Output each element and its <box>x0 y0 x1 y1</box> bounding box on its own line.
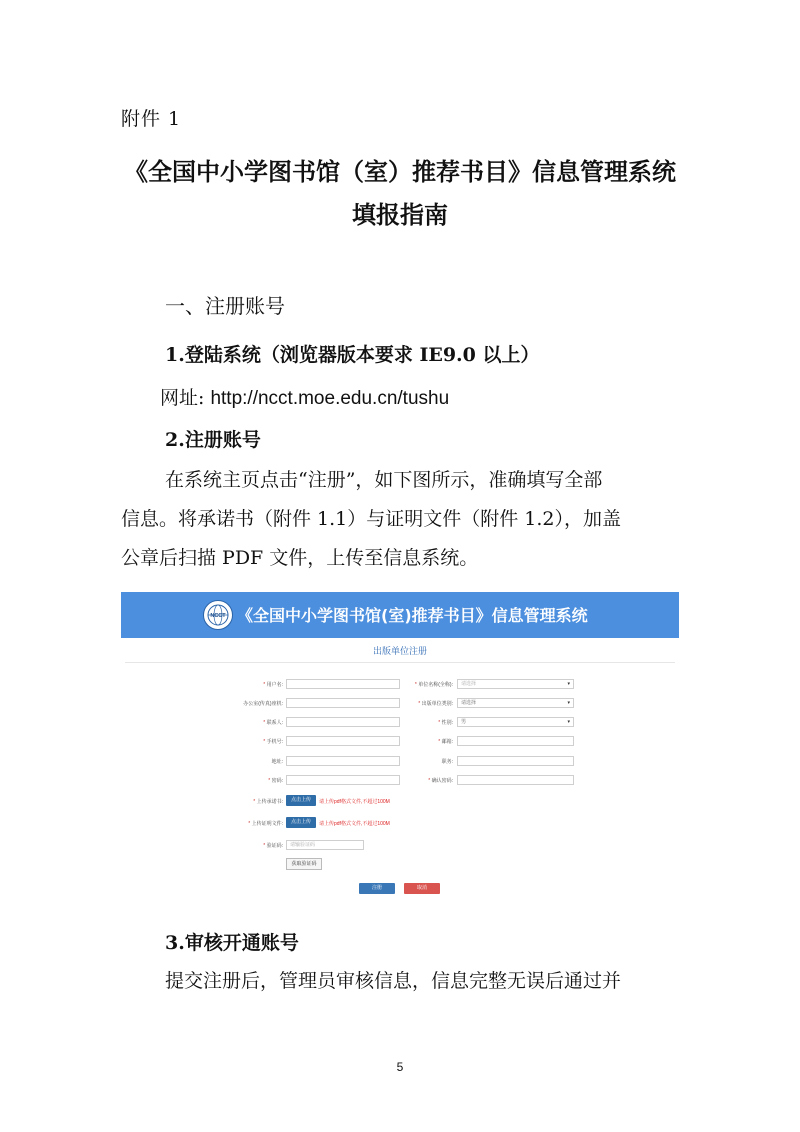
unit-type-select[interactable]: 请选择 ▾ <box>457 698 574 708</box>
instruction-paragraph <box>121 461 681 578</box>
attachment-label: 附件 1 <box>121 108 182 130</box>
divider <box>125 662 675 663</box>
field-label-gender: * 性别: <box>438 720 453 726</box>
url-link[interactable]: http://ncct.moe.edu.cn/tushu <box>210 388 450 409</box>
upload-commitment-button[interactable]: 点击上传 <box>286 795 316 806</box>
field-label-mobile: * 手机号: <box>263 739 283 745</box>
logo-text: NCCT <box>210 613 226 619</box>
unit-name-select[interactable]: 请选择 ▾ <box>457 679 574 689</box>
upload-hint: 请上传pdf格式文件,不超过100M <box>319 799 390 805</box>
document-title: 《全国中小学图书馆（室）推荐书目》信息管理系统 <box>124 158 676 186</box>
form-subtitle: 出版单位注册 <box>372 646 427 656</box>
paragraph-line: 公章后扫描 PDF 文件，上传至信息系统。 <box>121 547 479 569</box>
header-banner <box>121 592 679 638</box>
step-heading-3: 3.审核开通账号 <box>165 932 299 954</box>
get-captcha-button[interactable]: 获取验证码 <box>286 858 322 870</box>
field-label-email: * 邮箱: <box>438 739 453 745</box>
ncct-logo-icon <box>203 600 233 630</box>
field-label-upload-commitment: * 上传承诺书: <box>253 799 283 805</box>
field-label-username: * 用户名: <box>263 682 283 688</box>
paragraph-line: 提交注册后，管理员审核信息，信息完整无误后通过并 <box>165 970 622 992</box>
step-heading-1: 1.登陆系统（浏览器版本要求 IE9.0 以上） <box>165 344 540 366</box>
review-paragraph <box>121 962 681 1001</box>
upload-hint: 请上传pdf格式文件,不超过100M <box>319 821 390 827</box>
step-heading-2: 2.注册账号 <box>165 429 261 451</box>
field-label-unit-name: * 单位名称(全称): <box>414 682 453 688</box>
field-label-contact: * 联系人: <box>263 720 283 726</box>
field-label-address: 地址: <box>271 759 283 765</box>
chevron-down-icon: ▾ <box>567 700 570 706</box>
register-button[interactable]: 注册 <box>359 883 395 894</box>
field-label-office-phone: 办公室(传真)座机: <box>243 701 283 707</box>
registration-screenshot <box>121 592 679 900</box>
email-input[interactable] <box>457 736 574 746</box>
chevron-down-icon: ▾ <box>567 681 570 687</box>
document-subtitle: 填报指南 <box>352 201 448 229</box>
field-label-position: 职务: <box>441 759 453 765</box>
paragraph-line: 信息。将承诺书（附件 1.1）与证明文件（附件 1.2），加盖 <box>121 508 622 530</box>
section-heading: 一、注册账号 <box>165 294 285 318</box>
field-label-upload-certificate: * 上传证明文件: <box>248 821 283 827</box>
cancel-button[interactable]: 取消 <box>404 883 440 894</box>
captcha-input[interactable]: 请输验证码 <box>286 840 364 850</box>
position-input[interactable] <box>457 756 574 766</box>
page-number: 5 <box>396 1060 404 1074</box>
url-label: 网址: <box>160 387 205 409</box>
upload-certificate-button[interactable]: 点击上传 <box>286 817 316 828</box>
gender-select[interactable]: 男 ▾ <box>457 717 574 727</box>
banner-title: 《全国中小学图书馆(室)推荐书目》信息管理系统 <box>237 606 588 625</box>
paragraph-line: 在系统主页点击“注册”，如下图所示，准确填写全部 <box>165 469 603 491</box>
field-label-password: * 密码: <box>268 778 283 784</box>
url-line <box>160 383 449 410</box>
confirm-password-input[interactable] <box>457 775 574 785</box>
field-label-confirm-password: * 确认密码: <box>428 778 453 784</box>
field-label-captcha: * 验证码: <box>263 843 283 849</box>
field-label-unit-type: * 出版单位类别: <box>418 701 453 707</box>
chevron-down-icon: ▾ <box>567 719 570 725</box>
